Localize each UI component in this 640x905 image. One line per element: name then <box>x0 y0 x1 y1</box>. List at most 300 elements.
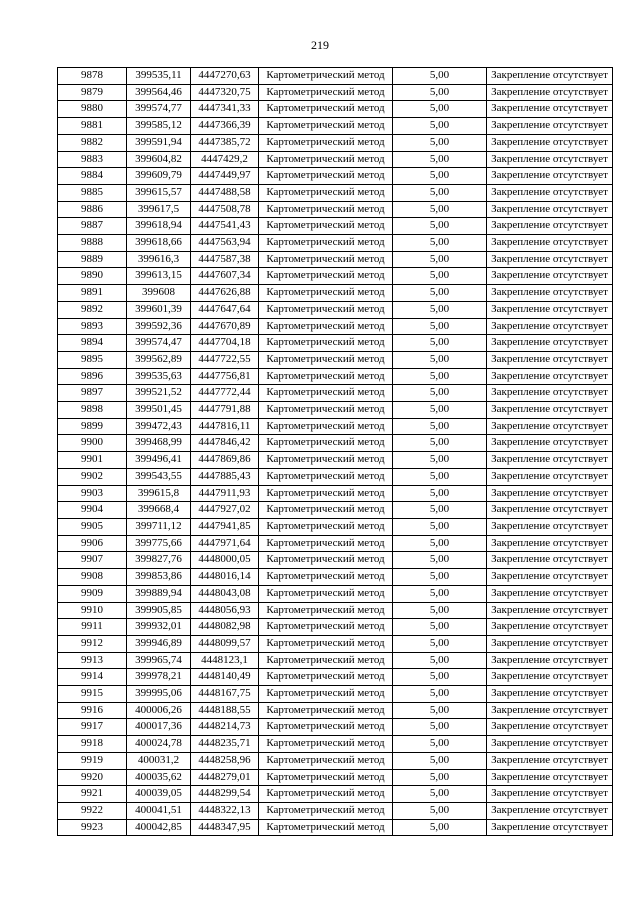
method-cell: Картометрический метод <box>259 502 393 519</box>
fixation-cell: Закрепление отсутствует <box>487 301 613 318</box>
fixation-cell: Закрепление отсутствует <box>487 518 613 535</box>
x-coordinate-cell: 399592,36 <box>127 318 191 335</box>
point-number-cell: 9908 <box>58 569 127 586</box>
x-coordinate-cell: 399608 <box>127 285 191 302</box>
method-cell: Картометрический метод <box>259 736 393 753</box>
point-number-cell: 9915 <box>58 686 127 703</box>
table-row <box>58 184 613 201</box>
table-row <box>58 485 613 502</box>
method-cell: Картометрический метод <box>259 402 393 419</box>
table-row <box>58 802 613 819</box>
method-cell: Картометрический метод <box>259 552 393 569</box>
table-row <box>58 502 613 519</box>
point-number-cell: 9904 <box>58 502 127 519</box>
point-number-cell: 9889 <box>58 251 127 268</box>
y-coordinate-cell: 4447449,97 <box>191 168 259 185</box>
y-coordinate-cell: 4448000,05 <box>191 552 259 569</box>
fixation-cell: Закрепление отсутствует <box>487 402 613 419</box>
accuracy-cell: 5,00 <box>393 402 487 419</box>
accuracy-cell: 5,00 <box>393 151 487 168</box>
fixation-cell: Закрепление отсутствует <box>487 418 613 435</box>
x-coordinate-cell: 399543,55 <box>127 468 191 485</box>
x-coordinate-cell: 400035,62 <box>127 769 191 786</box>
fixation-cell: Закрепление отсутствует <box>487 552 613 569</box>
method-cell: Картометрический метод <box>259 702 393 719</box>
point-number-cell: 9909 <box>58 585 127 602</box>
y-coordinate-cell: 4448347,95 <box>191 819 259 836</box>
fixation-cell: Закрепление отсутствует <box>487 502 613 519</box>
table-row <box>58 418 613 435</box>
y-coordinate-cell: 4447941,85 <box>191 518 259 535</box>
accuracy-cell: 5,00 <box>393 619 487 636</box>
y-coordinate-cell: 4447341,33 <box>191 101 259 118</box>
method-cell: Картометрический метод <box>259 418 393 435</box>
y-coordinate-cell: 4447670,89 <box>191 318 259 335</box>
fixation-cell: Закрепление отсутствует <box>487 819 613 836</box>
x-coordinate-cell: 399616,3 <box>127 251 191 268</box>
point-number-cell: 9917 <box>58 719 127 736</box>
accuracy-cell: 5,00 <box>393 134 487 151</box>
table-row <box>58 151 613 168</box>
accuracy-cell: 5,00 <box>393 535 487 552</box>
x-coordinate-cell: 399535,11 <box>127 68 191 85</box>
accuracy-cell: 5,00 <box>393 635 487 652</box>
point-number-cell: 9922 <box>58 802 127 819</box>
page-number: 219 <box>311 38 329 52</box>
y-coordinate-cell: 4448016,14 <box>191 569 259 586</box>
x-coordinate-cell: 399564,46 <box>127 84 191 101</box>
point-number-cell: 9914 <box>58 669 127 686</box>
accuracy-cell: 5,00 <box>393 569 487 586</box>
point-number-cell: 9920 <box>58 769 127 786</box>
accuracy-cell: 5,00 <box>393 385 487 402</box>
table-row <box>58 569 613 586</box>
point-number-cell: 9894 <box>58 335 127 352</box>
accuracy-cell: 5,00 <box>393 802 487 819</box>
point-number-cell: 9912 <box>58 635 127 652</box>
point-number-cell: 9898 <box>58 402 127 419</box>
y-coordinate-cell: 4447385,72 <box>191 134 259 151</box>
fixation-cell: Закрепление отсутствует <box>487 569 613 586</box>
accuracy-cell: 5,00 <box>393 468 487 485</box>
point-number-cell: 9891 <box>58 285 127 302</box>
x-coordinate-cell: 400024,78 <box>127 736 191 753</box>
table-row <box>58 251 613 268</box>
method-cell: Картометрический метод <box>259 752 393 769</box>
x-coordinate-cell: 399574,77 <box>127 101 191 118</box>
y-coordinate-cell: 4447791,88 <box>191 402 259 419</box>
x-coordinate-cell: 399853,86 <box>127 569 191 586</box>
fixation-cell: Закрепление отсутствует <box>487 752 613 769</box>
fixation-cell: Закрепление отсутствует <box>487 168 613 185</box>
point-number-cell: 9883 <box>58 151 127 168</box>
x-coordinate-cell: 399615,8 <box>127 485 191 502</box>
y-coordinate-cell: 4447429,2 <box>191 151 259 168</box>
point-number-cell: 9916 <box>58 702 127 719</box>
method-cell: Картометрический метод <box>259 635 393 652</box>
x-coordinate-cell: 399468,99 <box>127 435 191 452</box>
fixation-cell: Закрепление отсутствует <box>487 235 613 252</box>
accuracy-cell: 5,00 <box>393 251 487 268</box>
fixation-cell: Закрепление отсутствует <box>487 335 613 352</box>
y-coordinate-cell: 4448279,01 <box>191 769 259 786</box>
y-coordinate-cell: 4447320,75 <box>191 84 259 101</box>
y-coordinate-cell: 4448056,93 <box>191 602 259 619</box>
fixation-cell: Закрепление отсутствует <box>487 351 613 368</box>
accuracy-cell: 5,00 <box>393 168 487 185</box>
y-coordinate-cell: 4448043,08 <box>191 585 259 602</box>
y-coordinate-cell: 4447704,18 <box>191 335 259 352</box>
table-row <box>58 118 613 135</box>
x-coordinate-cell: 400039,05 <box>127 786 191 803</box>
x-coordinate-cell: 400017,36 <box>127 719 191 736</box>
point-number-cell: 9888 <box>58 235 127 252</box>
x-coordinate-cell: 399472,43 <box>127 418 191 435</box>
accuracy-cell: 5,00 <box>393 435 487 452</box>
table-row <box>58 101 613 118</box>
x-coordinate-cell: 399562,89 <box>127 351 191 368</box>
method-cell: Картометрический метод <box>259 201 393 218</box>
x-coordinate-cell: 399889,94 <box>127 585 191 602</box>
x-coordinate-cell: 399501,45 <box>127 402 191 419</box>
fixation-cell: Закрепление отсутствует <box>487 719 613 736</box>
accuracy-cell: 5,00 <box>393 201 487 218</box>
x-coordinate-cell: 399978,21 <box>127 669 191 686</box>
point-number-cell: 9879 <box>58 84 127 101</box>
method-cell: Картометрический метод <box>259 385 393 402</box>
x-coordinate-cell: 399711,12 <box>127 518 191 535</box>
method-cell: Картометрический метод <box>259 184 393 201</box>
table-row <box>58 84 613 101</box>
accuracy-cell: 5,00 <box>393 485 487 502</box>
point-number-cell: 9902 <box>58 468 127 485</box>
fixation-cell: Закрепление отсутствует <box>487 101 613 118</box>
x-coordinate-cell: 399617,5 <box>127 201 191 218</box>
table-row <box>58 736 613 753</box>
method-cell: Картометрический метод <box>259 452 393 469</box>
y-coordinate-cell: 4448099,57 <box>191 635 259 652</box>
fixation-cell: Закрепление отсутствует <box>487 686 613 703</box>
point-number-cell: 9923 <box>58 819 127 836</box>
accuracy-cell: 5,00 <box>393 118 487 135</box>
accuracy-cell: 5,00 <box>393 101 487 118</box>
method-cell: Картометрический метод <box>259 468 393 485</box>
table-row <box>58 552 613 569</box>
y-coordinate-cell: 4447772,44 <box>191 385 259 402</box>
table-row <box>58 318 613 335</box>
fixation-cell: Закрепление отсутствует <box>487 84 613 101</box>
fixation-cell: Закрепление отсутствует <box>487 268 613 285</box>
method-cell: Картометрический метод <box>259 335 393 352</box>
fixation-cell: Закрепление отсутствует <box>487 318 613 335</box>
table-row <box>58 602 613 619</box>
fixation-cell: Закрепление отсутствует <box>487 619 613 636</box>
method-cell: Картометрический метод <box>259 485 393 502</box>
accuracy-cell: 5,00 <box>393 518 487 535</box>
point-number-cell: 9882 <box>58 134 127 151</box>
accuracy-cell: 5,00 <box>393 452 487 469</box>
method-cell: Картометрический метод <box>259 118 393 135</box>
y-coordinate-cell: 4447607,34 <box>191 268 259 285</box>
table-row <box>58 686 613 703</box>
method-cell: Картометрический метод <box>259 218 393 235</box>
coordinates-table-body <box>58 68 613 836</box>
fixation-cell: Закрепление отсутствует <box>487 786 613 803</box>
method-cell: Картометрический метод <box>259 819 393 836</box>
method-cell: Картометрический метод <box>259 669 393 686</box>
accuracy-cell: 5,00 <box>393 285 487 302</box>
point-number-cell: 9910 <box>58 602 127 619</box>
x-coordinate-cell: 399591,94 <box>127 134 191 151</box>
method-cell: Картометрический метод <box>259 535 393 552</box>
accuracy-cell: 5,00 <box>393 368 487 385</box>
table-row <box>58 68 613 85</box>
accuracy-cell: 5,00 <box>393 669 487 686</box>
x-coordinate-cell: 400042,85 <box>127 819 191 836</box>
method-cell: Картометрический метод <box>259 719 393 736</box>
fixation-cell: Закрепление отсутствует <box>487 68 613 85</box>
table-row <box>58 368 613 385</box>
x-coordinate-cell: 399995,06 <box>127 686 191 703</box>
fixation-cell: Закрепление отсутствует <box>487 702 613 719</box>
fixation-cell: Закрепление отсутствует <box>487 134 613 151</box>
y-coordinate-cell: 4448082,98 <box>191 619 259 636</box>
method-cell: Картометрический метод <box>259 285 393 302</box>
fixation-cell: Закрепление отсутствует <box>487 285 613 302</box>
method-cell: Картометрический метод <box>259 686 393 703</box>
method-cell: Картометрический метод <box>259 652 393 669</box>
accuracy-cell: 5,00 <box>393 418 487 435</box>
point-number-cell: 9896 <box>58 368 127 385</box>
y-coordinate-cell: 4448235,71 <box>191 736 259 753</box>
table-row <box>58 168 613 185</box>
y-coordinate-cell: 4447488,58 <box>191 184 259 201</box>
method-cell: Картометрический метод <box>259 318 393 335</box>
y-coordinate-cell: 4447885,43 <box>191 468 259 485</box>
x-coordinate-cell: 399965,74 <box>127 652 191 669</box>
y-coordinate-cell: 4447971,64 <box>191 535 259 552</box>
coordinates-table <box>57 67 613 836</box>
method-cell: Картометрический метод <box>259 101 393 118</box>
accuracy-cell: 5,00 <box>393 719 487 736</box>
y-coordinate-cell: 4448214,73 <box>191 719 259 736</box>
x-coordinate-cell: 399932,01 <box>127 619 191 636</box>
table-row <box>58 285 613 302</box>
accuracy-cell: 5,00 <box>393 652 487 669</box>
accuracy-cell: 5,00 <box>393 585 487 602</box>
point-number-cell: 9884 <box>58 168 127 185</box>
table-row <box>58 769 613 786</box>
table-row <box>58 468 613 485</box>
y-coordinate-cell: 4448140,49 <box>191 669 259 686</box>
y-coordinate-cell: 4447366,39 <box>191 118 259 135</box>
point-number-cell: 9899 <box>58 418 127 435</box>
x-coordinate-cell: 399618,94 <box>127 218 191 235</box>
fixation-cell: Закрепление отсутствует <box>487 485 613 502</box>
point-number-cell: 9913 <box>58 652 127 669</box>
point-number-cell: 9890 <box>58 268 127 285</box>
y-coordinate-cell: 4448188,55 <box>191 702 259 719</box>
point-number-cell: 9900 <box>58 435 127 452</box>
y-coordinate-cell: 4447722,55 <box>191 351 259 368</box>
method-cell: Картометрический метод <box>259 518 393 535</box>
point-number-cell: 9903 <box>58 485 127 502</box>
accuracy-cell: 5,00 <box>393 351 487 368</box>
y-coordinate-cell: 4447587,38 <box>191 251 259 268</box>
point-number-cell: 9895 <box>58 351 127 368</box>
table-row <box>58 669 613 686</box>
accuracy-cell: 5,00 <box>393 736 487 753</box>
fixation-cell: Закрепление отсутствует <box>487 602 613 619</box>
y-coordinate-cell: 4447541,43 <box>191 218 259 235</box>
x-coordinate-cell: 400006,26 <box>127 702 191 719</box>
accuracy-cell: 5,00 <box>393 786 487 803</box>
method-cell: Картометрический метод <box>259 68 393 85</box>
accuracy-cell: 5,00 <box>393 268 487 285</box>
accuracy-cell: 5,00 <box>393 686 487 703</box>
fixation-cell: Закрепление отсутствует <box>487 368 613 385</box>
x-coordinate-cell: 399535,63 <box>127 368 191 385</box>
accuracy-cell: 5,00 <box>393 602 487 619</box>
method-cell: Картометрический метод <box>259 602 393 619</box>
fixation-cell: Закрепление отсутствует <box>487 251 613 268</box>
fixation-cell: Закрепление отсутствует <box>487 669 613 686</box>
point-number-cell: 9886 <box>58 201 127 218</box>
method-cell: Картометрический метод <box>259 368 393 385</box>
y-coordinate-cell: 4448299,54 <box>191 786 259 803</box>
accuracy-cell: 5,00 <box>393 301 487 318</box>
method-cell: Картометрический метод <box>259 268 393 285</box>
fixation-cell: Закрепление отсутствует <box>487 201 613 218</box>
point-number-cell: 9878 <box>58 68 127 85</box>
point-number-cell: 9907 <box>58 552 127 569</box>
fixation-cell: Закрепление отсутствует <box>487 452 613 469</box>
point-number-cell: 9901 <box>58 452 127 469</box>
point-number-cell: 9893 <box>58 318 127 335</box>
fixation-cell: Закрепление отсутствует <box>487 184 613 201</box>
fixation-cell: Закрепление отсутствует <box>487 736 613 753</box>
table-row <box>58 702 613 719</box>
x-coordinate-cell: 399604,82 <box>127 151 191 168</box>
table-row <box>58 585 613 602</box>
point-number-cell: 9897 <box>58 385 127 402</box>
accuracy-cell: 5,00 <box>393 218 487 235</box>
point-number-cell: 9887 <box>58 218 127 235</box>
fixation-cell: Закрепление отсутствует <box>487 802 613 819</box>
point-number-cell: 9892 <box>58 301 127 318</box>
table-row <box>58 385 613 402</box>
accuracy-cell: 5,00 <box>393 769 487 786</box>
fixation-cell: Закрепление отсутствует <box>487 635 613 652</box>
y-coordinate-cell: 4448123,1 <box>191 652 259 669</box>
method-cell: Картометрический метод <box>259 786 393 803</box>
table-row <box>58 819 613 836</box>
x-coordinate-cell: 400041,51 <box>127 802 191 819</box>
method-cell: Картометрический метод <box>259 301 393 318</box>
point-number-cell: 9911 <box>58 619 127 636</box>
fixation-cell: Закрепление отсутствует <box>487 118 613 135</box>
table-row <box>58 301 613 318</box>
accuracy-cell: 5,00 <box>393 752 487 769</box>
fixation-cell: Закрепление отсутствует <box>487 535 613 552</box>
table-row <box>58 652 613 669</box>
y-coordinate-cell: 4448258,96 <box>191 752 259 769</box>
x-coordinate-cell: 399613,15 <box>127 268 191 285</box>
fixation-cell: Закрепление отсутствует <box>487 769 613 786</box>
accuracy-cell: 5,00 <box>393 702 487 719</box>
x-coordinate-cell: 399775,66 <box>127 535 191 552</box>
fixation-cell: Закрепление отсутствует <box>487 218 613 235</box>
table-row <box>58 619 613 636</box>
fixation-cell: Закрепление отсутствует <box>487 652 613 669</box>
y-coordinate-cell: 4447647,64 <box>191 301 259 318</box>
table-row <box>58 635 613 652</box>
x-coordinate-cell: 399905,85 <box>127 602 191 619</box>
method-cell: Картометрический метод <box>259 802 393 819</box>
x-coordinate-cell: 399827,76 <box>127 552 191 569</box>
point-number-cell: 9906 <box>58 535 127 552</box>
table-row <box>58 752 613 769</box>
x-coordinate-cell: 399574,47 <box>127 335 191 352</box>
fixation-cell: Закрепление отсутствует <box>487 435 613 452</box>
x-coordinate-cell: 399946,89 <box>127 635 191 652</box>
table-row <box>58 535 613 552</box>
y-coordinate-cell: 4447626,88 <box>191 285 259 302</box>
table-row <box>58 719 613 736</box>
y-coordinate-cell: 4447869,86 <box>191 452 259 469</box>
method-cell: Картометрический метод <box>259 84 393 101</box>
method-cell: Картометрический метод <box>259 251 393 268</box>
table-row <box>58 335 613 352</box>
method-cell: Картометрический метод <box>259 351 393 368</box>
x-coordinate-cell: 399496,41 <box>127 452 191 469</box>
point-number-cell: 9885 <box>58 184 127 201</box>
accuracy-cell: 5,00 <box>393 184 487 201</box>
table-row <box>58 452 613 469</box>
point-number-cell: 9905 <box>58 518 127 535</box>
y-coordinate-cell: 4448167,75 <box>191 686 259 703</box>
point-number-cell: 9881 <box>58 118 127 135</box>
y-coordinate-cell: 4447563,94 <box>191 235 259 252</box>
fixation-cell: Закрепление отсутствует <box>487 151 613 168</box>
x-coordinate-cell: 399521,52 <box>127 385 191 402</box>
fixation-cell: Закрепление отсутствует <box>487 468 613 485</box>
x-coordinate-cell: 399615,57 <box>127 184 191 201</box>
method-cell: Картометрический метод <box>259 619 393 636</box>
table-row <box>58 435 613 452</box>
method-cell: Картометрический метод <box>259 769 393 786</box>
y-coordinate-cell: 4447508,78 <box>191 201 259 218</box>
accuracy-cell: 5,00 <box>393 68 487 85</box>
y-coordinate-cell: 4447927,02 <box>191 502 259 519</box>
x-coordinate-cell: 399618,66 <box>127 235 191 252</box>
method-cell: Картометрический метод <box>259 151 393 168</box>
y-coordinate-cell: 4448322,13 <box>191 802 259 819</box>
table-row <box>58 786 613 803</box>
accuracy-cell: 5,00 <box>393 335 487 352</box>
point-number-cell: 9919 <box>58 752 127 769</box>
accuracy-cell: 5,00 <box>393 235 487 252</box>
table-row <box>58 218 613 235</box>
method-cell: Картометрический метод <box>259 168 393 185</box>
y-coordinate-cell: 4447816,11 <box>191 418 259 435</box>
method-cell: Картометрический метод <box>259 134 393 151</box>
point-number-cell: 9921 <box>58 786 127 803</box>
table-row <box>58 134 613 151</box>
method-cell: Картометрический метод <box>259 235 393 252</box>
method-cell: Картометрический метод <box>259 585 393 602</box>
point-number-cell: 9880 <box>58 101 127 118</box>
